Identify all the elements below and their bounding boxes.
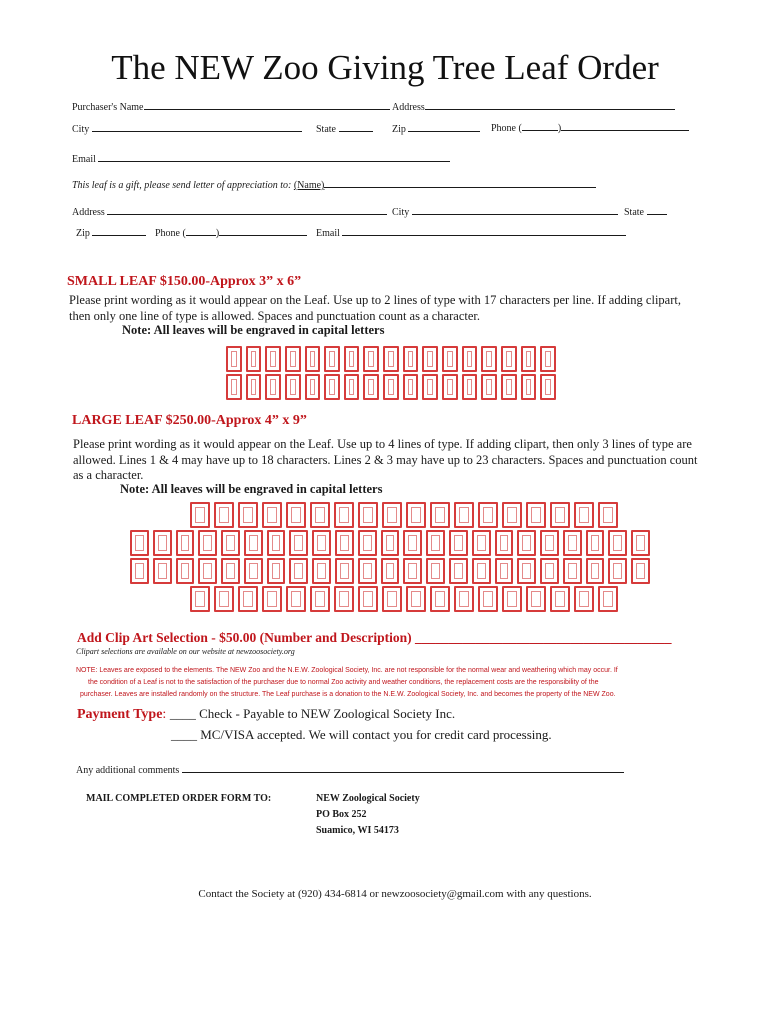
- character-box[interactable]: [238, 502, 258, 528]
- character-box[interactable]: [238, 586, 258, 612]
- leaf-text-row: [130, 530, 650, 556]
- character-box[interactable]: [381, 530, 400, 556]
- character-box[interactable]: [454, 502, 474, 528]
- character-box[interactable]: [262, 586, 282, 612]
- small-leaf-grid: [226, 346, 556, 402]
- character-box[interactable]: [214, 586, 234, 612]
- gift-name-row: [72, 178, 596, 191]
- purchaser-phone-field[interactable]: [561, 121, 689, 131]
- gift-address-field[interactable]: [107, 205, 387, 215]
- leaf-text-row: [226, 346, 556, 372]
- character-box[interactable]: [495, 530, 514, 556]
- character-box[interactable]: [382, 586, 402, 612]
- disclaimer-line-2: the condition of a Leaf is not to the satisfaction of the purchaser due to normal Zoo activity and weather conditions, the replacement costs are the responsibility of the: [88, 679, 599, 686]
- character-box[interactable]: [363, 346, 379, 372]
- character-box[interactable]: [442, 374, 458, 400]
- payment-row-1: [77, 706, 455, 723]
- character-box[interactable]: [267, 530, 286, 556]
- large-leaf-grid: [130, 502, 650, 614]
- small-leaf-note: Note: All leaves will be engraved in capital letters: [122, 323, 385, 337]
- gift-email-row: [316, 226, 626, 239]
- character-box[interactable]: [221, 558, 240, 584]
- character-box[interactable]: [517, 530, 536, 556]
- character-box[interactable]: [472, 530, 491, 556]
- payment-option-card[interactable]: ____ MC/VISA accepted. We will contact you for credit card processing.: [171, 727, 552, 742]
- character-box[interactable]: [403, 346, 419, 372]
- payment-colon: :: [162, 707, 167, 722]
- character-box[interactable]: [363, 374, 379, 400]
- gift-city-field[interactable]: [412, 205, 618, 215]
- character-box[interactable]: [586, 530, 605, 556]
- small-leaf-instructions-1: Please print wording as it would appear on the Leaf. Use up to 2 lines of type with 17 characters per line. If adding clipart,: [69, 293, 681, 307]
- gift-zip-label: Zip: [76, 228, 90, 239]
- character-box[interactable]: [226, 346, 242, 372]
- character-box[interactable]: [285, 346, 301, 372]
- purchaser-name-row: [72, 100, 390, 113]
- gift-phone-paren: ): [215, 228, 220, 239]
- character-box[interactable]: [289, 558, 308, 584]
- purchaser-zip-row: [392, 122, 480, 135]
- mail-city: Suamico, WI 54173: [316, 825, 399, 836]
- gift-phone-row: [155, 226, 307, 239]
- character-box[interactable]: [454, 586, 474, 612]
- payment-label: Payment Type: [77, 707, 163, 722]
- character-box[interactable]: [334, 502, 354, 528]
- purchaser-address-label: Address: [392, 102, 425, 113]
- character-box[interactable]: [265, 374, 281, 400]
- gift-state-label: State: [624, 207, 644, 218]
- character-box[interactable]: [334, 586, 354, 612]
- leaf-text-row: [226, 374, 556, 400]
- character-box[interactable]: [267, 558, 286, 584]
- gift-email-field[interactable]: [342, 226, 626, 236]
- character-box[interactable]: [550, 586, 570, 612]
- purchaser-phone-row: [491, 121, 689, 134]
- clipart-heading[interactable]: Add Clip Art Selection - $50.00 (Number and Description) ______________________________________: [77, 630, 672, 645]
- character-box[interactable]: [176, 530, 195, 556]
- purchaser-name-label: Purchaser's Name: [72, 102, 144, 113]
- character-box[interactable]: [586, 558, 605, 584]
- small-leaf-heading: SMALL LEAF $150.00-Approx 3” x 6”: [67, 274, 302, 289]
- character-box[interactable]: [517, 558, 536, 584]
- leaf-text-row: [190, 502, 650, 528]
- character-box[interactable]: [383, 374, 399, 400]
- character-box[interactable]: [190, 586, 210, 612]
- character-box[interactable]: [358, 530, 377, 556]
- gift-state-row: [624, 205, 667, 218]
- character-box[interactable]: [501, 346, 517, 372]
- clipart-subtext: Clipart selections are available on our website at newzoosociety.org: [76, 647, 295, 656]
- character-box[interactable]: [198, 530, 217, 556]
- character-box[interactable]: [426, 530, 445, 556]
- disclaimer-line-1: NOTE: Leaves are exposed to the elements. The NEW Zoo and the N.E.W. Zoological Society, Inc. are not responsible for the normal wear and weathering which may occur. If: [76, 667, 618, 674]
- character-box[interactable]: [358, 558, 377, 584]
- character-box[interactable]: [286, 502, 306, 528]
- gift-phone-label: Phone (: [155, 228, 186, 239]
- character-box[interactable]: [563, 558, 582, 584]
- comments-label: Any additional comments: [76, 765, 180, 776]
- character-box[interactable]: [344, 374, 360, 400]
- purchaser-name-field[interactable]: [144, 100, 390, 110]
- character-box[interactable]: [383, 346, 399, 372]
- character-box[interactable]: [540, 558, 559, 584]
- comments-field[interactable]: [182, 763, 624, 773]
- gift-name-field[interactable]: [324, 178, 596, 188]
- character-box[interactable]: [285, 374, 301, 400]
- gift-address-row: [72, 205, 387, 218]
- character-box[interactable]: [289, 530, 308, 556]
- character-box[interactable]: [286, 586, 306, 612]
- purchaser-zip-field[interactable]: [408, 122, 480, 132]
- character-box[interactable]: [501, 374, 517, 400]
- mail-po-box: PO Box 252: [316, 809, 367, 820]
- purchaser-email-row: [72, 152, 450, 165]
- character-box[interactable]: [502, 586, 522, 612]
- character-box[interactable]: [608, 558, 627, 584]
- character-box[interactable]: [382, 502, 402, 528]
- large-leaf-instructions-1: Please print wording as it would appear on the Leaf. Use up to 4 lines of type. If adding clipart, then only 3 lines of type are: [73, 437, 692, 451]
- character-box[interactable]: [631, 530, 650, 556]
- character-box[interactable]: [478, 586, 498, 612]
- gift-name-label: (Name): [293, 180, 325, 191]
- gift-phone-area-field[interactable]: [186, 226, 216, 236]
- purchaser-state-row: [316, 122, 373, 135]
- character-box[interactable]: [422, 374, 438, 400]
- character-box[interactable]: [526, 586, 546, 612]
- character-box[interactable]: [631, 558, 650, 584]
- purchaser-phone-label: Phone (: [491, 123, 522, 134]
- character-box[interactable]: [312, 558, 331, 584]
- character-box[interactable]: [246, 374, 262, 400]
- character-box[interactable]: [153, 558, 172, 584]
- purchaser-state-field[interactable]: [339, 122, 373, 132]
- purchaser-state-label: State: [316, 124, 336, 135]
- character-box[interactable]: [335, 530, 354, 556]
- character-box[interactable]: [305, 346, 321, 372]
- mail-label: MAIL COMPLETED ORDER FORM TO:: [86, 793, 272, 804]
- character-box[interactable]: [426, 558, 445, 584]
- character-box[interactable]: [481, 346, 497, 372]
- character-box[interactable]: [262, 502, 282, 528]
- purchaser-city-field[interactable]: [92, 122, 302, 132]
- character-box[interactable]: [305, 374, 321, 400]
- character-box[interactable]: [244, 530, 263, 556]
- character-box[interactable]: [381, 558, 400, 584]
- disclaimer-line-3: purchaser. Leaves are installed randomly on the structure. The Leaf purchase is a donation to the N.E.W. Zoological Society, Inc. and becomes the property of the NEW Zoo.: [80, 691, 616, 698]
- character-box[interactable]: [310, 502, 330, 528]
- character-box[interactable]: [430, 502, 450, 528]
- character-box[interactable]: [130, 558, 149, 584]
- gift-prompt: This leaf is a gift, please send letter of appreciation to:: [72, 180, 292, 191]
- character-box[interactable]: [430, 586, 450, 612]
- large-leaf-instructions-2: allowed. Lines 1 & 4 may have up to 18 characters. Lines 2 & 3 may have up to 23 characters. Spaces and punctuation count: [73, 453, 698, 467]
- character-box[interactable]: [462, 374, 478, 400]
- page-title: The NEW Zoo Giving Tree Leaf Order: [111, 48, 659, 87]
- character-box[interactable]: [153, 530, 172, 556]
- purchaser-city-label: City: [72, 124, 90, 135]
- gift-address-label: Address: [72, 207, 105, 218]
- character-box[interactable]: [335, 558, 354, 584]
- character-box[interactable]: [521, 374, 537, 400]
- gift-zip-row: [76, 226, 146, 239]
- character-box[interactable]: [406, 586, 426, 612]
- large-leaf-heading: LARGE LEAF $250.00-Approx 4” x 9”: [72, 413, 307, 428]
- character-box[interactable]: [521, 346, 537, 372]
- character-box[interactable]: [449, 530, 468, 556]
- character-box[interactable]: [608, 530, 627, 556]
- character-box[interactable]: [312, 530, 331, 556]
- mail-org: NEW Zoological Society: [316, 793, 420, 804]
- character-box[interactable]: [403, 530, 422, 556]
- gift-zip-field[interactable]: [92, 226, 146, 236]
- character-box[interactable]: [198, 558, 217, 584]
- character-box[interactable]: [324, 346, 340, 372]
- leaf-text-row: [190, 586, 650, 612]
- character-box[interactable]: [540, 346, 556, 372]
- large-leaf-note: Note: All leaves will be engraved in capital letters: [120, 482, 383, 496]
- character-box[interactable]: [403, 558, 422, 584]
- purchaser-phone-paren: ): [557, 123, 562, 134]
- gift-phone-field[interactable]: [219, 226, 307, 236]
- purchaser-address-field[interactable]: [425, 100, 675, 110]
- payment-option-check[interactable]: ____ Check - Payable to NEW Zoological Society Inc.: [169, 706, 456, 721]
- purchaser-phone-area-field[interactable]: [522, 121, 558, 131]
- character-box[interactable]: [403, 374, 419, 400]
- contact-line: Contact the Society at (920) 434-6814 or newzoosociety@gmail.com with any questions.: [198, 888, 592, 900]
- character-box[interactable]: [540, 374, 556, 400]
- large-leaf-instructions-3: as a character.: [73, 468, 144, 482]
- gift-city-row: [392, 205, 618, 218]
- character-box[interactable]: [598, 502, 618, 528]
- character-box[interactable]: [214, 502, 234, 528]
- character-box[interactable]: [221, 530, 240, 556]
- character-box[interactable]: [540, 530, 559, 556]
- character-box[interactable]: [246, 346, 262, 372]
- character-box[interactable]: [176, 558, 195, 584]
- purchaser-email-field[interactable]: [98, 152, 450, 162]
- character-box[interactable]: [310, 586, 330, 612]
- purchaser-email-label: Email: [72, 154, 96, 165]
- character-box[interactable]: [244, 558, 263, 584]
- character-box[interactable]: [472, 558, 491, 584]
- leaf-text-row: [130, 558, 650, 584]
- character-box[interactable]: [550, 502, 570, 528]
- character-box[interactable]: [358, 586, 378, 612]
- character-box[interactable]: [598, 586, 618, 612]
- small-leaf-instructions-2: then only one line of type is allowed. Spaces and punctuation count as a character.: [69, 309, 480, 323]
- purchaser-city-row: [72, 122, 302, 135]
- comments-row: [76, 763, 624, 776]
- character-box[interactable]: [462, 346, 478, 372]
- character-box[interactable]: [442, 346, 458, 372]
- character-box[interactable]: [495, 558, 514, 584]
- gift-city-label: City: [392, 207, 410, 218]
- character-box[interactable]: [226, 374, 242, 400]
- character-box[interactable]: [574, 502, 594, 528]
- character-box[interactable]: [344, 346, 360, 372]
- character-box[interactable]: [130, 530, 149, 556]
- character-box[interactable]: [563, 530, 582, 556]
- character-box[interactable]: [449, 558, 468, 584]
- character-box[interactable]: [478, 502, 498, 528]
- character-box[interactable]: [406, 502, 426, 528]
- character-box[interactable]: [526, 502, 546, 528]
- character-box[interactable]: [481, 374, 497, 400]
- purchaser-address-row: [392, 100, 675, 113]
- gift-state-field[interactable]: [647, 205, 667, 215]
- character-box[interactable]: [422, 346, 438, 372]
- purchaser-zip-label: Zip: [392, 124, 406, 135]
- character-box[interactable]: [190, 502, 210, 528]
- gift-email-label: Email: [316, 228, 340, 239]
- character-box[interactable]: [358, 502, 378, 528]
- character-box[interactable]: [502, 502, 522, 528]
- character-box[interactable]: [574, 586, 594, 612]
- character-box[interactable]: [324, 374, 340, 400]
- character-box[interactable]: [265, 346, 281, 372]
